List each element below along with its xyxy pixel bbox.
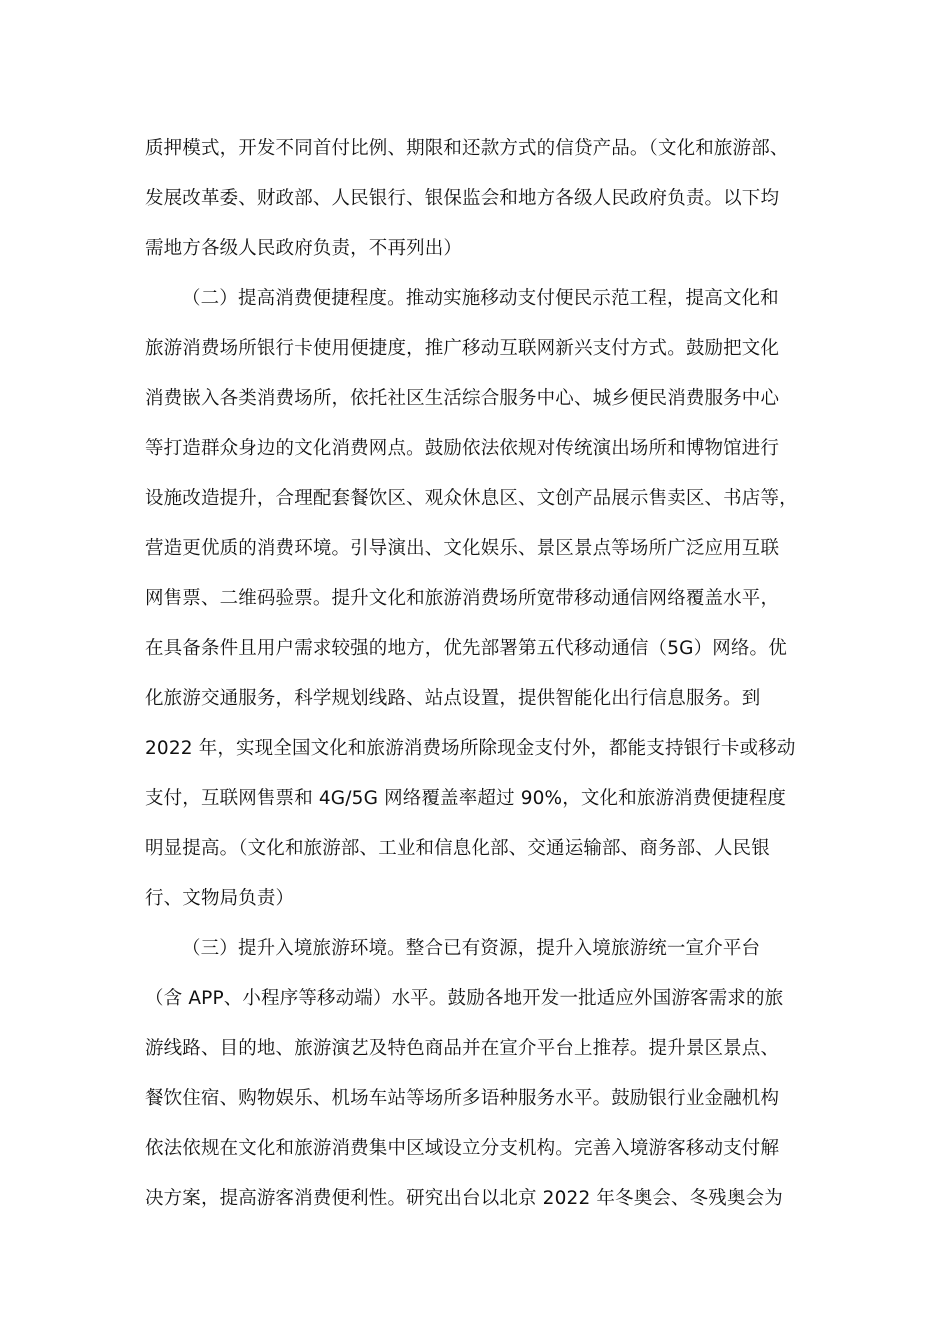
- paragraph-line: 需地方各级人民政府负责，不再列出）: [145, 238, 463, 259]
- paragraph-line: 网售票、二维码验票。提升文化和旅游消费场所宽带移动通信网络覆盖水平，: [145, 588, 780, 609]
- paragraph-line: （三）提升入境旅游环境。整合已有资源，提升入境旅游统一宣介平台: [182, 938, 761, 959]
- paragraph-line: 设施改造提升，合理配套餐饮区、观众休息区、文创产品展示售卖区、书店等，: [145, 488, 798, 509]
- paragraph-line: （二）提高消费便捷程度。推动实施移动支付便民示范工程，提高文化和: [182, 288, 779, 309]
- paragraph-line: 营造更优质的消费环境。引导演出、文化娱乐、景区景点等场所广泛应用互联: [145, 538, 780, 559]
- paragraph-line: 化旅游交通服务，科学规划线路、站点设置，提供智能化出行信息服务。到: [145, 688, 761, 709]
- paragraph-line: （含 APP、小程序等移动端）水平。鼓励各地开发一批适应外国游客需求的旅: [145, 988, 784, 1009]
- paragraph-line: 等打造群众身边的文化消费网点。鼓励依法依规对传统演出场所和博物馆进行: [145, 438, 780, 459]
- paragraph-line: 游线路、目的地、旅游演艺及特色商品并在宣介平台上推荐。提升景区景点、: [145, 1038, 780, 1059]
- paragraph-line: 支付，互联网售票和 4G/5G 网络覆盖率超过 90%，文化和旅游消费便捷程度: [145, 788, 787, 809]
- paragraph-line: 发展改革委、财政部、人民银行、银保监会和地方各级人民政府负责。以下均: [145, 188, 780, 209]
- paragraph-line: 行、文物局负责）: [145, 888, 295, 909]
- paragraph-line: 明显提高。（文化和旅游部、工业和信息化部、交通运输部、商务部、人民银: [145, 838, 770, 859]
- paragraph-line: 消费嵌入各类消费场所，依托社区生活综合服务中心、城乡便民消费服务中心: [145, 388, 780, 409]
- paragraph-line: 依法依规在文化和旅游消费集中区域设立分支机构。完善入境游客移动支付解: [145, 1138, 780, 1159]
- paragraph-line: 餐饮住宿、购物娱乐、机场车站等场所多语种服务水平。鼓励银行业金融机构: [145, 1088, 780, 1109]
- paragraph-line: 2022 年，实现全国文化和旅游消费场所除现金支付外，都能支持银行卡或移动: [145, 738, 796, 759]
- paragraph-line: 在具备条件且用户需求较强的地方，优先部署第五代移动通信（5G）网络。优: [145, 638, 787, 659]
- paragraph-line: 旅游消费场所银行卡使用便捷度，推广移动互联网新兴支付方式。鼓励把文化: [145, 338, 780, 359]
- paragraph-line: 质押模式，开发不同首付比例、期限和还款方式的信贷产品。（文化和旅游部、: [145, 138, 789, 159]
- paragraph-line: 决方案，提高游客消费便利性。研究出台以北京 2022 年冬奥会、冬残奥会为: [145, 1188, 783, 1209]
